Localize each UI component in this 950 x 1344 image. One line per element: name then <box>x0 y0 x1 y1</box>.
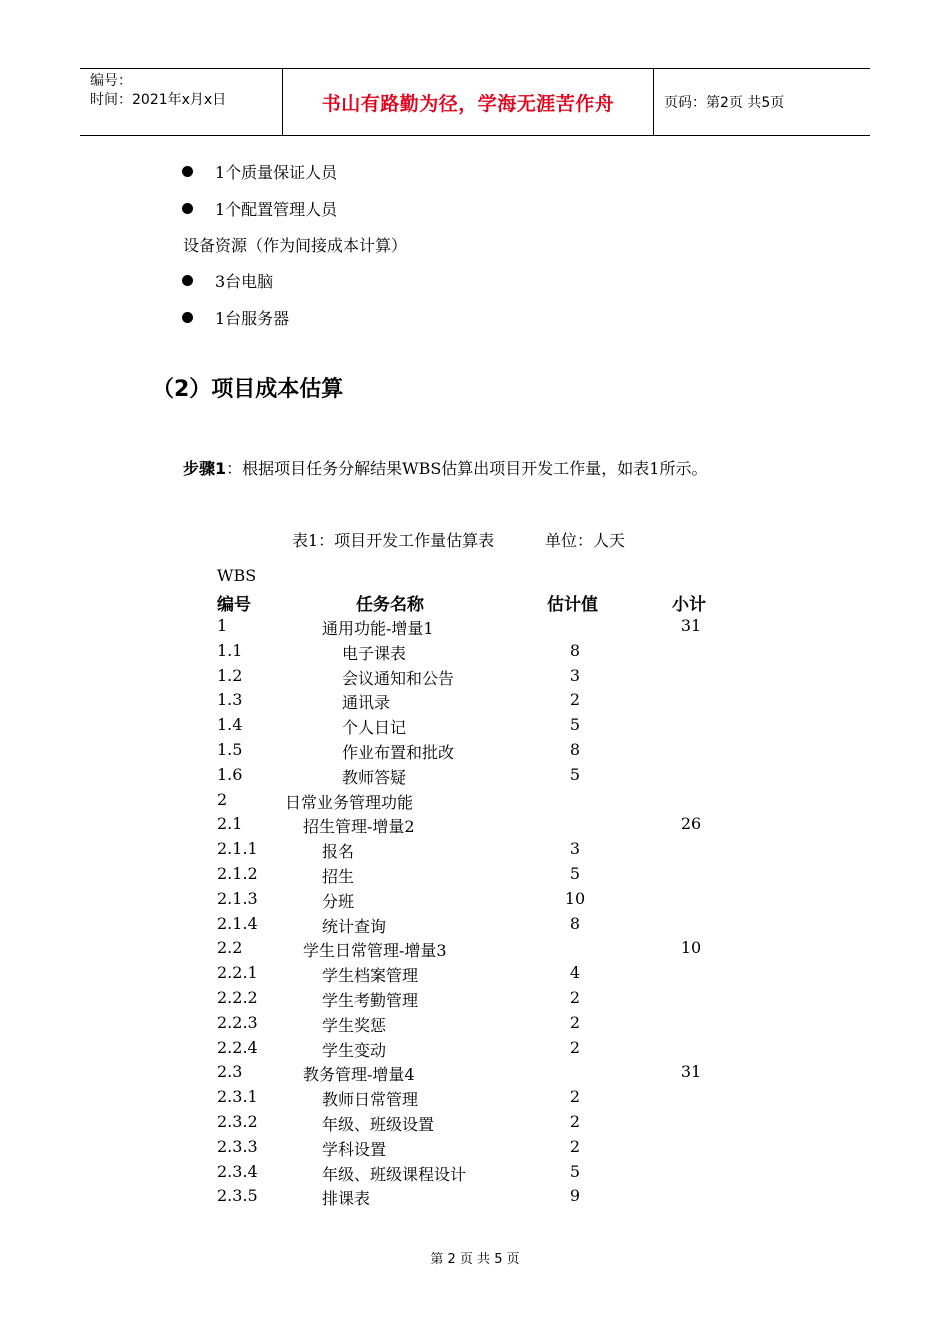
table-row <box>0 1062 950 1087</box>
estimate-value: 2 <box>569 690 581 710</box>
wbs-code: 2.1.3 <box>217 888 258 908</box>
task-name: 电子课表 <box>342 643 407 663</box>
table-row <box>0 790 950 815</box>
table-row <box>0 914 950 939</box>
table-row <box>0 1087 950 1112</box>
wbs-code: 2.1 <box>217 814 243 834</box>
task-name: 学生档案管理 <box>322 966 419 986</box>
task-name: 学生变动 <box>322 1040 387 1060</box>
bullet-item <box>182 306 289 329</box>
table-row <box>0 864 950 889</box>
estimate-value: 2 <box>569 1087 581 1107</box>
task-name: 作业布置和批改 <box>342 742 455 762</box>
wbs-table-body <box>0 616 950 1211</box>
wbs-code: 2 <box>217 789 228 809</box>
estimate-value: 8 <box>569 640 581 660</box>
table-caption: 表1：项目开发工作量估算表 单位：人天 <box>292 531 626 550</box>
task-name: 招生 <box>322 866 355 886</box>
wbs-code: 1.3 <box>217 690 243 710</box>
estimate-value: 2 <box>569 1136 581 1156</box>
bullet-dot-icon <box>182 203 193 214</box>
table-row <box>0 1137 950 1162</box>
estimate-value: 2 <box>569 1111 581 1131</box>
wbs-code: 2.3.2 <box>217 1111 258 1131</box>
bullet-text: 1个质量保证人员 <box>215 163 338 182</box>
task-name: 日常业务管理功能 <box>285 792 414 812</box>
estimate-value: 5 <box>569 1161 581 1181</box>
header-code: 编号 <box>217 595 251 615</box>
bullet-text: 3台电脑 <box>215 272 274 291</box>
estimate-value: 3 <box>569 839 581 859</box>
header-time-label: 时间：2021年x月x日 <box>90 92 227 108</box>
header-subtotal: 小计 <box>672 595 706 615</box>
table-row <box>0 641 950 666</box>
wbs-code: 1.5 <box>217 739 243 759</box>
subtotal-value: 10 <box>680 938 702 958</box>
bullet-text: 1台服务器 <box>215 309 290 328</box>
bullet-dot-icon <box>182 312 193 323</box>
table-row <box>0 814 950 839</box>
estimate-value: 8 <box>569 739 581 759</box>
task-name: 会议通知和公告 <box>342 668 455 688</box>
wbs-code: 1.1 <box>217 640 243 660</box>
step-text: ：根据项目任务分解结果WBS估算出项目开发工作量，如表1所示。 <box>226 459 708 478</box>
subtotal-value: 26 <box>680 814 702 834</box>
bullet-item <box>182 269 273 292</box>
task-name: 招生管理-增量2 <box>303 817 415 837</box>
task-name: 排课表 <box>322 1189 371 1209</box>
wbs-code: 1 <box>217 616 228 635</box>
estimate-value: 4 <box>569 963 581 983</box>
table-row <box>0 765 950 790</box>
table-row <box>0 616 950 641</box>
table-row <box>0 690 950 715</box>
task-name: 学生考勤管理 <box>322 990 419 1010</box>
wbs-code: 1.2 <box>217 665 243 685</box>
task-name: 报名 <box>322 842 355 862</box>
table-row <box>0 938 950 963</box>
step-label: 步骤1 <box>183 459 227 478</box>
wbs-code: 2.1.4 <box>217 913 258 933</box>
estimate-value: 10 <box>564 888 586 908</box>
wbs-code: 2.2.1 <box>217 963 258 983</box>
estimate-value: 9 <box>569 1186 581 1206</box>
wbs-code: 2.3.4 <box>217 1161 258 1181</box>
estimate-value: 2 <box>569 987 581 1007</box>
wbs-code: 2.2 <box>217 938 243 958</box>
bullet-item <box>182 160 337 183</box>
wbs-code: 2.1.1 <box>217 839 258 859</box>
table-row <box>0 889 950 914</box>
estimate-value: 5 <box>569 764 581 784</box>
estimate-value: 5 <box>569 863 581 883</box>
header-page-label: 页码：第2页 共5页 <box>664 95 785 111</box>
task-name: 学生奖惩 <box>322 1015 387 1035</box>
task-name: 分班 <box>322 891 355 911</box>
table-row <box>0 1013 950 1038</box>
section-title: （2）项目成本估算 <box>152 377 344 402</box>
estimate-value: 5 <box>569 715 581 735</box>
task-name: 通用功能-增量1 <box>322 619 434 638</box>
header-motto: 书山有路勤为径，学海无涯苦作舟 <box>282 69 654 135</box>
header-estimate: 估计值 <box>547 595 598 615</box>
equipment-heading: 设备资源（作为间接成本计算） <box>183 236 408 255</box>
wbs-code: 2.2.4 <box>217 1037 258 1057</box>
table-row <box>0 1162 950 1187</box>
table-row <box>0 1038 950 1063</box>
bullet-dot-icon <box>182 166 193 177</box>
task-name: 通讯录 <box>342 693 391 713</box>
page-footer: 第 2 页 共 5 页 <box>430 1252 520 1267</box>
header-task-name: 任务名称 <box>356 595 424 615</box>
wbs-code: 2.2.2 <box>217 987 258 1007</box>
table-row <box>0 666 950 691</box>
wbs-code: 1.4 <box>217 715 243 735</box>
task-name: 教师答疑 <box>342 767 407 787</box>
estimate-value: 2 <box>569 1037 581 1057</box>
subtotal-value: 31 <box>680 1062 702 1082</box>
task-name: 统计查询 <box>322 916 387 936</box>
bullet-dot-icon <box>182 275 193 286</box>
table-row <box>0 839 950 864</box>
task-name: 学科设置 <box>322 1139 387 1159</box>
task-name: 年级、班级设置 <box>322 1114 435 1134</box>
table-row <box>0 740 950 765</box>
estimate-value: 8 <box>569 913 581 933</box>
task-name: 教务管理-增量4 <box>303 1065 415 1085</box>
table-row <box>0 1112 950 1137</box>
wbs-code: 2.3.1 <box>217 1087 258 1107</box>
task-name: 教师日常管理 <box>322 1090 419 1110</box>
wbs-code: 2.3.3 <box>217 1136 258 1156</box>
wbs-code: 1.6 <box>217 764 243 784</box>
estimate-value: 3 <box>569 665 581 685</box>
header-wbs: WBS <box>217 566 257 585</box>
estimate-value: 2 <box>569 1012 581 1032</box>
subtotal-value: 31 <box>680 616 702 635</box>
task-name: 学生日常管理-增量3 <box>303 941 447 961</box>
table-row <box>0 1186 950 1211</box>
task-name: 年级、班级课程设计 <box>322 1164 467 1184</box>
bullet-item <box>182 197 337 220</box>
header-number-label: 编号： <box>90 73 132 89</box>
header-meta <box>80 69 282 135</box>
wbs-code: 2.3.5 <box>217 1186 258 1206</box>
table-row <box>0 715 950 740</box>
table-row <box>0 988 950 1013</box>
wbs-code: 2.1.2 <box>217 863 258 883</box>
task-name: 个人日记 <box>342 718 407 738</box>
bullet-text: 1个配置管理人员 <box>215 200 338 219</box>
step-paragraph <box>183 456 708 479</box>
page-header <box>80 68 870 136</box>
wbs-code: 2.2.3 <box>217 1012 258 1032</box>
wbs-code: 2.3 <box>217 1062 243 1082</box>
table-row <box>0 963 950 988</box>
